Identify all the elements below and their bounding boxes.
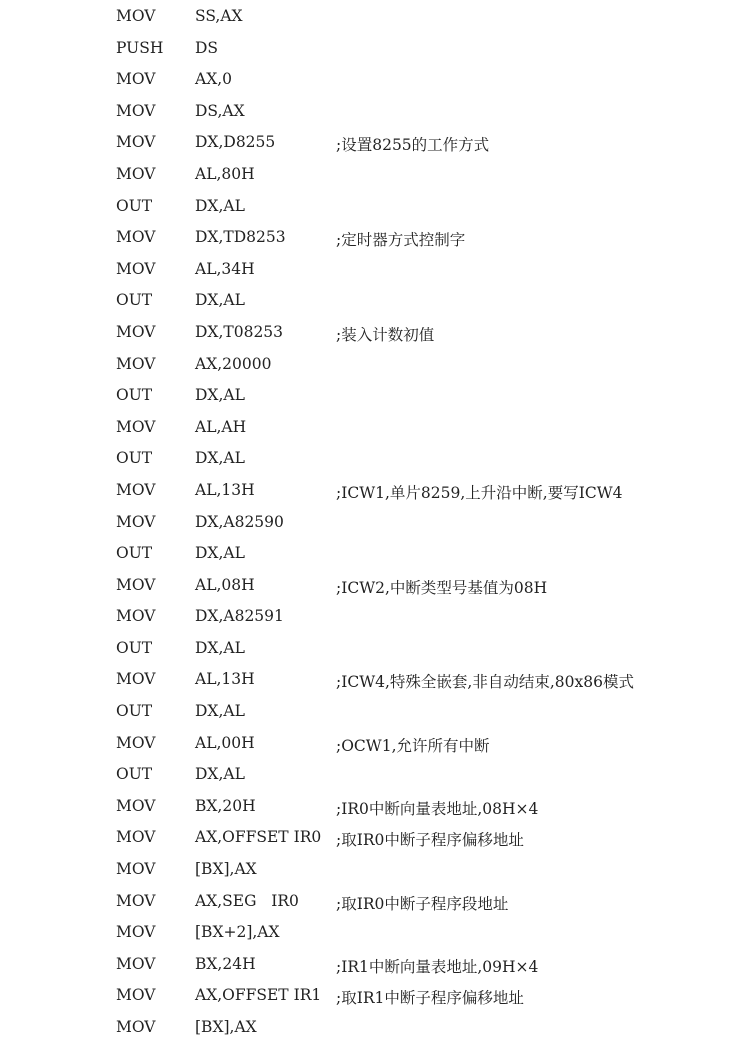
operands: DX,AL [195,638,245,657]
code-line [0,36,733,68]
code-line [0,604,733,636]
code-line [0,225,733,257]
mnemonic: OUT [116,765,153,784]
code-line [0,731,733,763]
operands: BX,24H [195,954,256,973]
code-line [0,194,733,226]
code-line [0,825,733,857]
comment: ;取IR1中断子程序偏移地址 [336,989,524,1008]
code-line [0,510,733,542]
operands: DX,AL [195,449,245,468]
mnemonic: MOV [116,101,156,120]
operands: AX,SEG IR0 [195,891,299,910]
operands: DS [195,38,219,57]
mnemonic: MOV [116,733,156,752]
code-line [0,952,733,984]
comment: ;ICW1,单片8259,上升沿中断,要写ICW4 [336,483,623,502]
comment: ;IR0中断向量表地址,08H×4 [336,799,539,818]
code-line [0,699,733,731]
operands: AL,13H [195,670,255,689]
code-line [0,352,733,384]
code-line [0,446,733,478]
operands: [BX],AX [195,860,257,879]
mnemonic: MOV [116,7,156,25]
mnemonic: MOV [116,954,156,973]
mnemonic: OUT [116,544,153,563]
code-line [0,794,733,826]
mnemonic: MOV [116,259,156,278]
code-line [0,130,733,162]
mnemonic: MOV [116,796,156,815]
comment: ;设置8255的工作方式 [336,136,490,155]
operands: DX,A82590 [195,512,284,531]
operands: DX,AL [195,544,245,563]
mnemonic: MOV [116,417,156,436]
code-line [0,636,733,668]
mnemonic: PUSH [116,38,164,57]
mnemonic: MOV [116,133,156,152]
code-line [0,67,733,99]
operands: AL,08H [195,575,255,594]
comment: ;取IR0中断子程序偏移地址 [336,831,524,850]
mnemonic: OUT [116,386,153,405]
code-line [0,541,733,573]
operands: AL,80H [195,164,255,183]
comment: ;ICW4,特殊全嵌套,非自动结束,80x86模式 [336,673,634,692]
code-line [0,162,733,194]
mnemonic: MOV [116,70,156,89]
assembly-listing [0,4,733,1047]
code-line [0,857,733,889]
code-line [0,383,733,415]
mnemonic: MOV [116,923,156,942]
code-line [0,478,733,510]
operands: AX,OFFSET IR1 [195,986,322,1005]
mnemonic: OUT [116,702,153,721]
operands: DX,AL [195,765,245,784]
comment: ;取IR0中断子程序段地址 [336,894,509,913]
operands: AL,34H [195,259,255,278]
operands: AX,20000 [195,354,272,373]
comment: ;ICW2,中断类型号基值为08H [336,578,548,597]
mnemonic: MOV [116,828,156,847]
mnemonic: MOV [116,986,156,1005]
mnemonic: MOV [116,575,156,594]
operands: DX,AL [195,702,245,721]
mnemonic: MOV [116,322,156,341]
mnemonic: OUT [116,449,153,468]
comment: ;定时器方式控制字 [336,231,466,250]
operands: DX,D8255 [195,133,276,152]
code-line [0,920,733,952]
code-line [0,1015,733,1047]
mnemonic: MOV [116,860,156,879]
operands: DX,AL [195,386,245,405]
comment: ;OCW1,允许所有中断 [336,736,490,755]
mnemonic: MOV [116,1018,156,1036]
mnemonic: MOV [116,891,156,910]
mnemonic: MOV [116,228,156,247]
comment: ;装入计数初值 [336,325,435,344]
code-line [0,4,733,36]
operands: AX,OFFSET IR0 [195,828,322,847]
operands: [BX],AX [195,1018,257,1036]
mnemonic: MOV [116,607,156,626]
code-line [0,889,733,921]
code-line [0,99,733,131]
operands: DX,AL [195,291,245,310]
operands: AL,13H [195,480,255,499]
mnemonic: MOV [116,512,156,531]
code-line [0,573,733,605]
operands: AX,0 [195,70,233,89]
mnemonic: OUT [116,196,153,215]
operands: SS,AX [195,7,243,25]
mnemonic: OUT [116,291,153,310]
mnemonic: OUT [116,638,153,657]
code-line [0,320,733,352]
operands: AL,AH [195,417,247,436]
code-line [0,288,733,320]
operands: DX,TD8253 [195,228,286,247]
operands: DX,T08253 [195,322,284,341]
mnemonic: MOV [116,670,156,689]
operands: DX,A82591 [195,607,284,626]
mnemonic: MOV [116,354,156,373]
comment: ;IR1中断向量表地址,09H×4 [336,957,539,976]
mnemonic: MOV [116,480,156,499]
operands: DX,AL [195,196,245,215]
code-line [0,257,733,289]
code-line [0,762,733,794]
code-line [0,983,733,1015]
operands: DS,AX [195,101,245,120]
code-line [0,415,733,447]
code-line [0,667,733,699]
operands: AL,00H [195,733,255,752]
operands: [BX+2],AX [195,923,280,942]
operands: BX,20H [195,796,256,815]
mnemonic: MOV [116,164,156,183]
